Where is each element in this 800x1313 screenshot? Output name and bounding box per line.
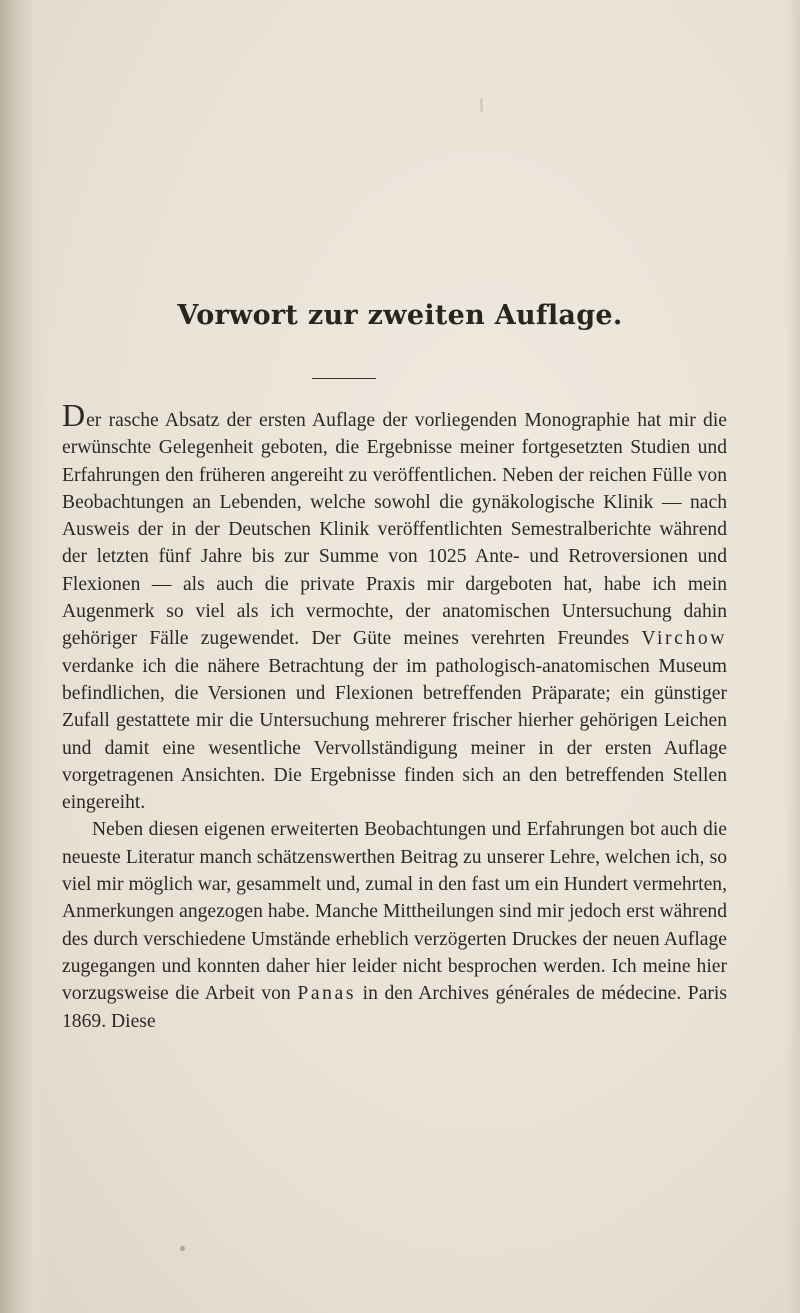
name-virchow: Virchow [641,628,727,650]
page-edge-shadow [786,0,800,1313]
page-title: Vorwort zur zweiten Auflage. [177,300,623,331]
name-panas: Panas [297,983,357,1005]
paragraph-2 [62,816,727,1034]
book-spine-shadow [0,0,48,1313]
paper-speck [480,98,483,112]
body-text [62,397,727,1035]
paragraph-2-text-end: in den Archives générales de médecine. Paris 1869. Diese [62,983,727,1032]
ink-dot [180,1246,185,1251]
paragraph-1 [62,397,727,816]
paragraph-2-text: Neben diesen eigenen erweiterten Beobachtungen und Erfahrungen bot auch die neueste Literatur manch schätzenswerthen Beitrag zu unserer Lehre, welchen ich, so viel mir möglich war, gesammelt und, zumal in den fast um ein Hundert vermehrten, Anmerkungen angezogen habe. Manche Mittheilungen sind mir jedoch erst während des durch verschiedene Umstände erheblich verzögerten Druckes der neuen Auflage zugegangen und konnten daher hier leider nicht besprochen werden. Ich meine hier vorzugsweise die Arbeit von [62,819,727,1005]
title-rule [312,378,376,379]
paragraph-1-text-end: verdanke ich die nähere Betrachtung der im pathologisch-anatomischen Museum befindlichen, die Versionen und Flexionen betreffenden Präparate; ein günstiger Zufall gestattete mir die Untersuchung mehrerer frischer hierher gehörigen Leichen und damit eine wesentliche Vervollständigung meiner in der ersten Auflage vorgetragenen Ansichten. Die Ergebnisse finden sich an den betreffenden Stellen eingereiht. [62,655,727,814]
paragraph-1-text: er rasche Absatz der ersten Auflage der vorliegenden Monographie hat mir die erwünschte Gelegenheit geboten, die Ergebnisse meiner fortgesetzten Studien und Erfahrungen den früheren angereiht zu veröffentlichen. Neben der reichen Fülle von Beobachtungen an Lebenden, welche sowohl die gynäkologische Klinik — nach Ausweis der in der Deutschen Klinik veröffentlichten Semestralberichte während der letzten fünf Jahre bis zur Summe von 1025 Ante- und Retroversionen und Flexionen — als auch die private Praxis mir dargeboten hat, habe ich mein Augenmerk so viel als ich vermochte, der anatomischen Untersuchung dahin gehöriger Fälle zugewendet. Der Güte meines verehrten Freundes [62,410,727,650]
drop-cap: D [62,397,86,433]
